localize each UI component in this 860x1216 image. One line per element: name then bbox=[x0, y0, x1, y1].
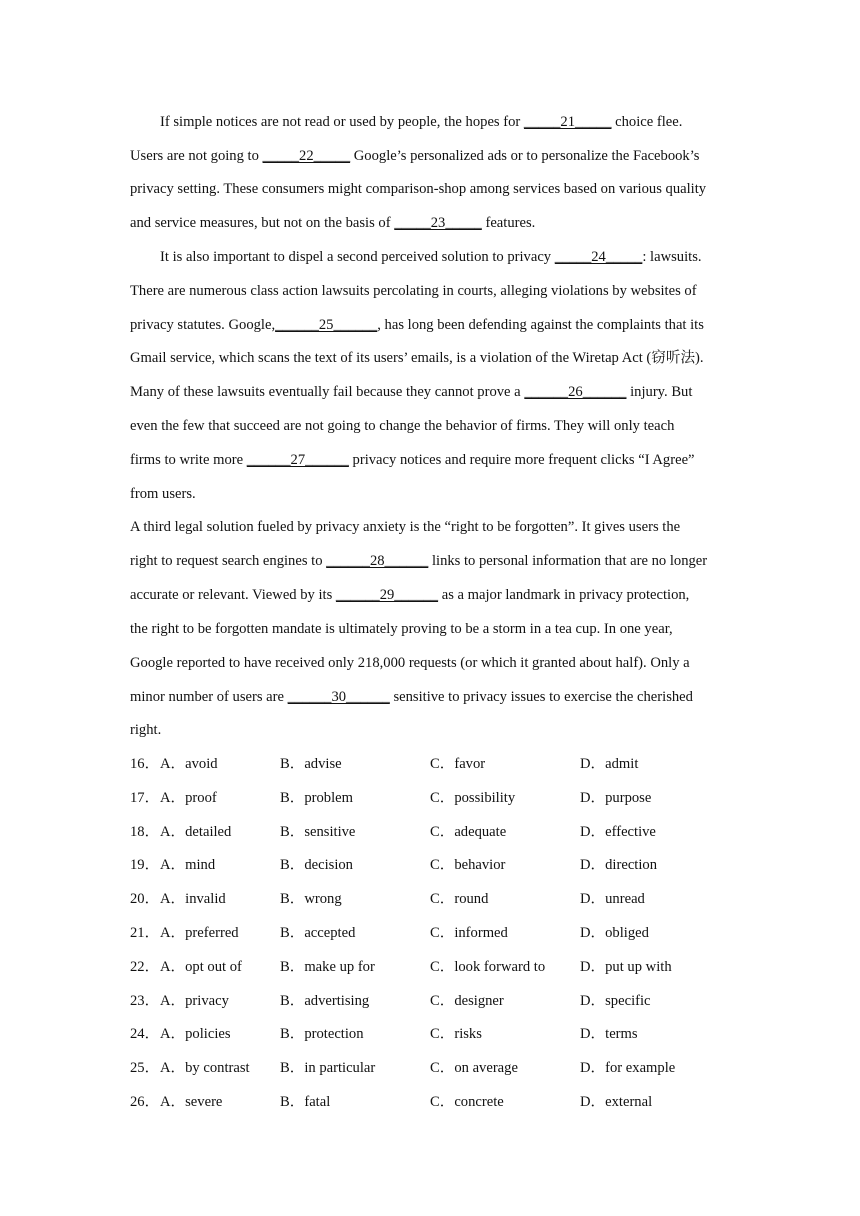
option-a[interactable]: A．mind bbox=[160, 857, 216, 873]
question-row bbox=[130, 754, 750, 774]
question-number: 18． bbox=[130, 824, 160, 840]
passage-line: firms to write more ______27______ privacy notices and require more frequent clicks “I Agree” bbox=[130, 452, 695, 468]
blank-24: _____24_____ bbox=[554, 249, 643, 265]
passage-line: right. bbox=[130, 722, 162, 738]
question-row bbox=[130, 1024, 750, 1044]
option-d[interactable]: D．unread bbox=[580, 891, 645, 907]
passage-line: from users. bbox=[130, 486, 196, 502]
option-c[interactable]: C．round bbox=[430, 891, 489, 907]
passage-line: and service measures, but not on the basis of _____23_____ features. bbox=[130, 215, 536, 231]
option-b[interactable]: B．fatal bbox=[280, 1094, 331, 1110]
option-a[interactable]: A．by contrast bbox=[160, 1060, 250, 1076]
option-c[interactable]: C．concrete bbox=[430, 1094, 504, 1110]
option-b[interactable]: B．problem bbox=[280, 790, 353, 806]
question-number: 17． bbox=[130, 790, 160, 806]
option-d[interactable]: D．put up with bbox=[580, 959, 672, 975]
option-d[interactable]: D．direction bbox=[580, 857, 658, 873]
question-number: 22． bbox=[130, 959, 160, 975]
blank-25: ______25______ bbox=[275, 317, 378, 333]
option-a[interactable]: A．opt out of bbox=[160, 959, 242, 975]
option-b[interactable]: B．make up for bbox=[280, 959, 375, 975]
passage-line: even the few that succeed are not going to change the behavior of firms. They will only teach bbox=[130, 418, 675, 434]
question-row bbox=[130, 855, 750, 875]
option-b[interactable]: B．advise bbox=[280, 756, 342, 772]
question-number: 23． bbox=[130, 993, 160, 1009]
question-number: 21． bbox=[130, 925, 160, 941]
option-c[interactable]: C．designer bbox=[430, 993, 504, 1009]
option-d[interactable]: D．specific bbox=[580, 993, 651, 1009]
question-number: 24． bbox=[130, 1026, 160, 1042]
passage-line: minor number of users are ______30______ sensitive to privacy issues to exercise the cherished bbox=[130, 689, 693, 705]
question-row bbox=[130, 1092, 750, 1112]
option-d[interactable]: D．for example bbox=[580, 1060, 676, 1076]
question-number: 26． bbox=[130, 1094, 160, 1110]
passage-line: It is also important to dispel a second perceived solution to privacy _____24_____: lawsuits. bbox=[160, 249, 702, 265]
question-number: 25． bbox=[130, 1060, 160, 1076]
passage-line: right to request search engines to ______28______ links to personal information that are no longer bbox=[130, 553, 708, 569]
option-d[interactable]: D．admit bbox=[580, 756, 639, 772]
option-a[interactable]: A．invalid bbox=[160, 891, 226, 907]
passage-line: Many of these lawsuits eventually fail because they cannot prove a ______26______ injury. But bbox=[130, 384, 693, 400]
option-a[interactable]: A．proof bbox=[160, 790, 217, 806]
blank-30: ______30______ bbox=[287, 689, 390, 705]
passage-line: A third legal solution fueled by privacy anxiety is the “right to be forgotten”. It gives users the bbox=[130, 519, 681, 535]
option-d[interactable]: D．effective bbox=[580, 824, 656, 840]
blank-29: ______29______ bbox=[335, 587, 439, 603]
question-number: 19． bbox=[130, 857, 160, 873]
option-a[interactable]: A．policies bbox=[160, 1026, 231, 1042]
option-d[interactable]: D．terms bbox=[580, 1026, 638, 1042]
option-c[interactable]: C．risks bbox=[430, 1026, 482, 1042]
option-a[interactable]: A．avoid bbox=[160, 756, 218, 772]
passage-line: the right to be forgotten mandate is ultimately proving to be a storm in a tea cup. In one year, bbox=[130, 621, 673, 637]
option-c[interactable]: C．behavior bbox=[430, 857, 506, 873]
option-a[interactable]: A．severe bbox=[160, 1094, 223, 1110]
passage-line: privacy setting. These consumers might comparison-shop among services based on various quality bbox=[130, 181, 707, 197]
option-b[interactable]: B．protection bbox=[280, 1026, 364, 1042]
question-number: 20． bbox=[130, 891, 160, 907]
blank-23: _____23_____ bbox=[394, 215, 482, 231]
blank-22: _____22_____ bbox=[262, 148, 351, 164]
passage-line: If simple notices are not read or used by people, the hopes for _____21_____ choice flee. bbox=[160, 114, 683, 130]
option-c[interactable]: C．on average bbox=[430, 1060, 518, 1076]
option-a[interactable]: A．preferred bbox=[160, 925, 239, 941]
question-row bbox=[130, 991, 750, 1011]
passage-line: Google reported to have received only 218,000 requests (or which it granted about half). Only a bbox=[130, 655, 690, 671]
option-a[interactable]: A．detailed bbox=[160, 824, 232, 840]
option-b[interactable]: B．advertising bbox=[280, 993, 370, 1009]
blank-27: ______27______ bbox=[246, 452, 349, 468]
option-d[interactable]: D．purpose bbox=[580, 790, 652, 806]
option-c[interactable]: C．possibility bbox=[430, 790, 516, 806]
option-c[interactable]: C．look forward to bbox=[430, 959, 546, 975]
passage-line: There are numerous class action lawsuits percolating in courts, alleging violations by websites of bbox=[130, 283, 697, 299]
option-b[interactable]: B．decision bbox=[280, 857, 353, 873]
question-row bbox=[130, 923, 750, 943]
question-row bbox=[130, 889, 750, 909]
blank-21: _____21_____ bbox=[523, 114, 612, 130]
option-b[interactable]: B．in particular bbox=[280, 1060, 376, 1076]
passage-line: accurate or relevant. Viewed by its ______29______ as a major landmark in privacy protection, bbox=[130, 587, 690, 603]
blank-28: ______28______ bbox=[326, 553, 429, 569]
option-c[interactable]: C．adequate bbox=[430, 824, 507, 840]
passage-line: Gmail service, which scans the text of its users’ emails, is a violation of the Wiretap Act (窃听法). bbox=[130, 350, 704, 366]
option-d[interactable]: D．external bbox=[580, 1094, 653, 1110]
option-b[interactable]: B．wrong bbox=[280, 891, 342, 907]
option-b[interactable]: B．sensitive bbox=[280, 824, 356, 840]
option-a[interactable]: A．privacy bbox=[160, 993, 229, 1009]
option-c[interactable]: C．favor bbox=[430, 756, 486, 772]
blank-26: ______26______ bbox=[524, 384, 627, 400]
passage-line: Users are not going to _____22_____ Google’s personalized ads or to personalize the Facebook’s bbox=[130, 148, 700, 164]
passage-line: privacy statutes. Google,______25______, has long been defending against the complaints that its bbox=[130, 317, 704, 333]
question-row bbox=[130, 788, 750, 808]
option-b[interactable]: B．accepted bbox=[280, 925, 356, 941]
option-d[interactable]: D．obliged bbox=[580, 925, 649, 941]
question-row bbox=[130, 957, 750, 977]
question-row bbox=[130, 822, 750, 842]
question-number: 16． bbox=[130, 756, 160, 772]
question-row bbox=[130, 1058, 750, 1078]
option-c[interactable]: C．informed bbox=[430, 925, 508, 941]
